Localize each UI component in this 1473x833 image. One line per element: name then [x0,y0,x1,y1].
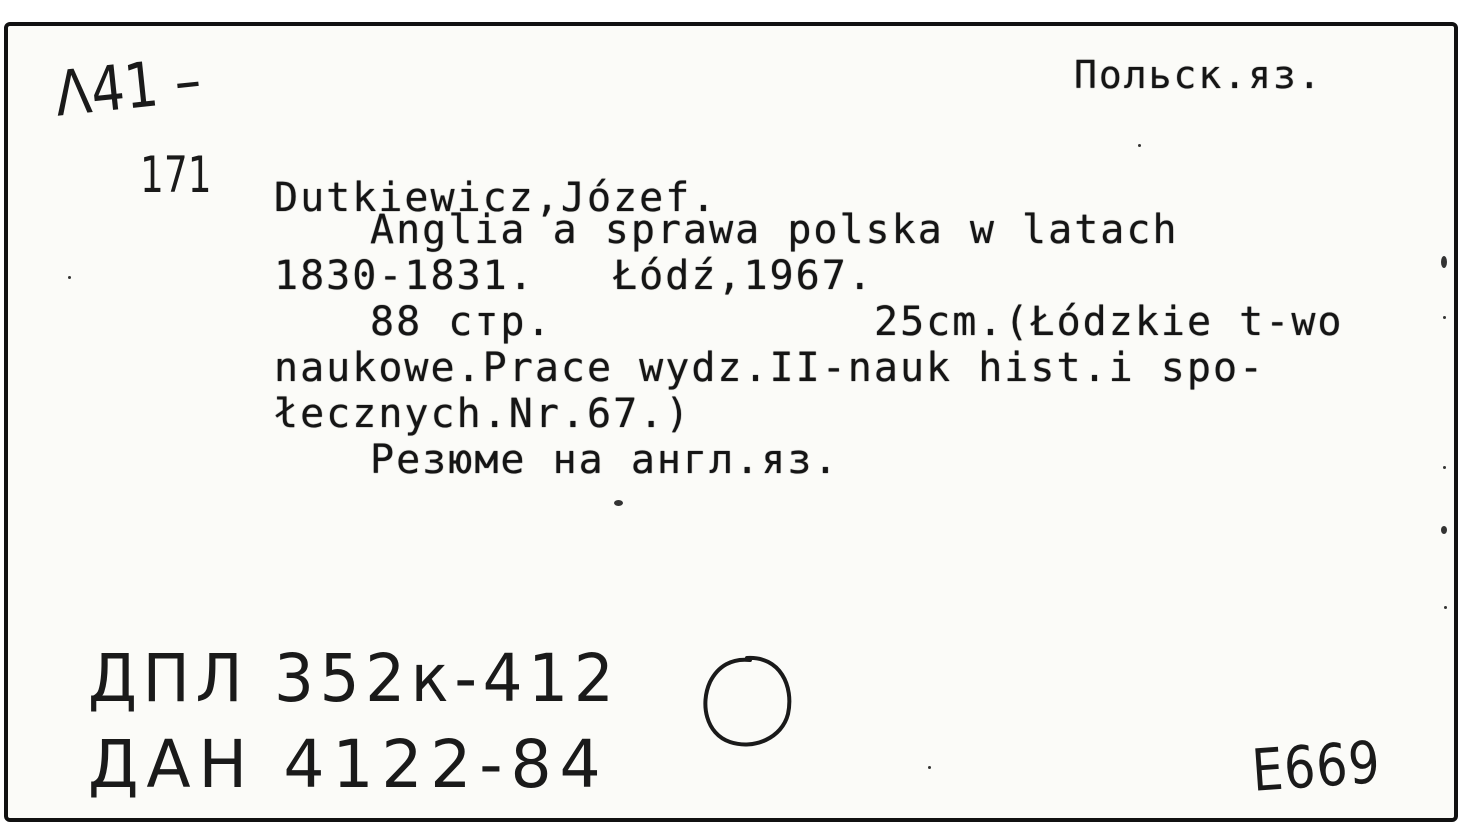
ink-speck [68,276,71,279]
author-heading: Dutkiewicz,Józef. [274,175,718,221]
call-number-line2: ДАН 4122-84 [88,726,609,803]
inventory-mark: E669 [1249,728,1383,805]
ink-speck [614,500,623,506]
summary-note: Резюме на англ.яз. [370,437,840,483]
physical-pages: 88 стр. [370,299,553,345]
shelf-mark-line2: 171 [140,146,212,204]
ink-speck [1444,606,1447,609]
physical-series: 25cm.(Łódzkie t-wo [874,299,1344,345]
shelf-mark-line1: Λ41 – [51,42,205,131]
ink-speck [1443,316,1446,319]
title-line-1: Anglia a sprawa polska w latach [370,207,1179,253]
series-line-2: naukowe.Prace wydz.II-nauk hist.i spo- [274,345,1266,391]
ink-speck [1138,144,1141,147]
title-line-2: 1830-1831. Łódź,1967. [274,253,874,299]
ink-speck [1441,526,1447,534]
ink-speck [928,766,931,769]
language-label: Польск.яз. [1074,53,1323,97]
circle-mark-icon [692,646,802,756]
call-number-line1: ДПЛ 352к-412 [88,640,620,717]
catalog-card [4,22,1458,822]
ink-speck [1441,256,1447,268]
ink-speck [1443,466,1446,469]
series-line-3: łecznych.Nr.67.) [274,391,692,437]
